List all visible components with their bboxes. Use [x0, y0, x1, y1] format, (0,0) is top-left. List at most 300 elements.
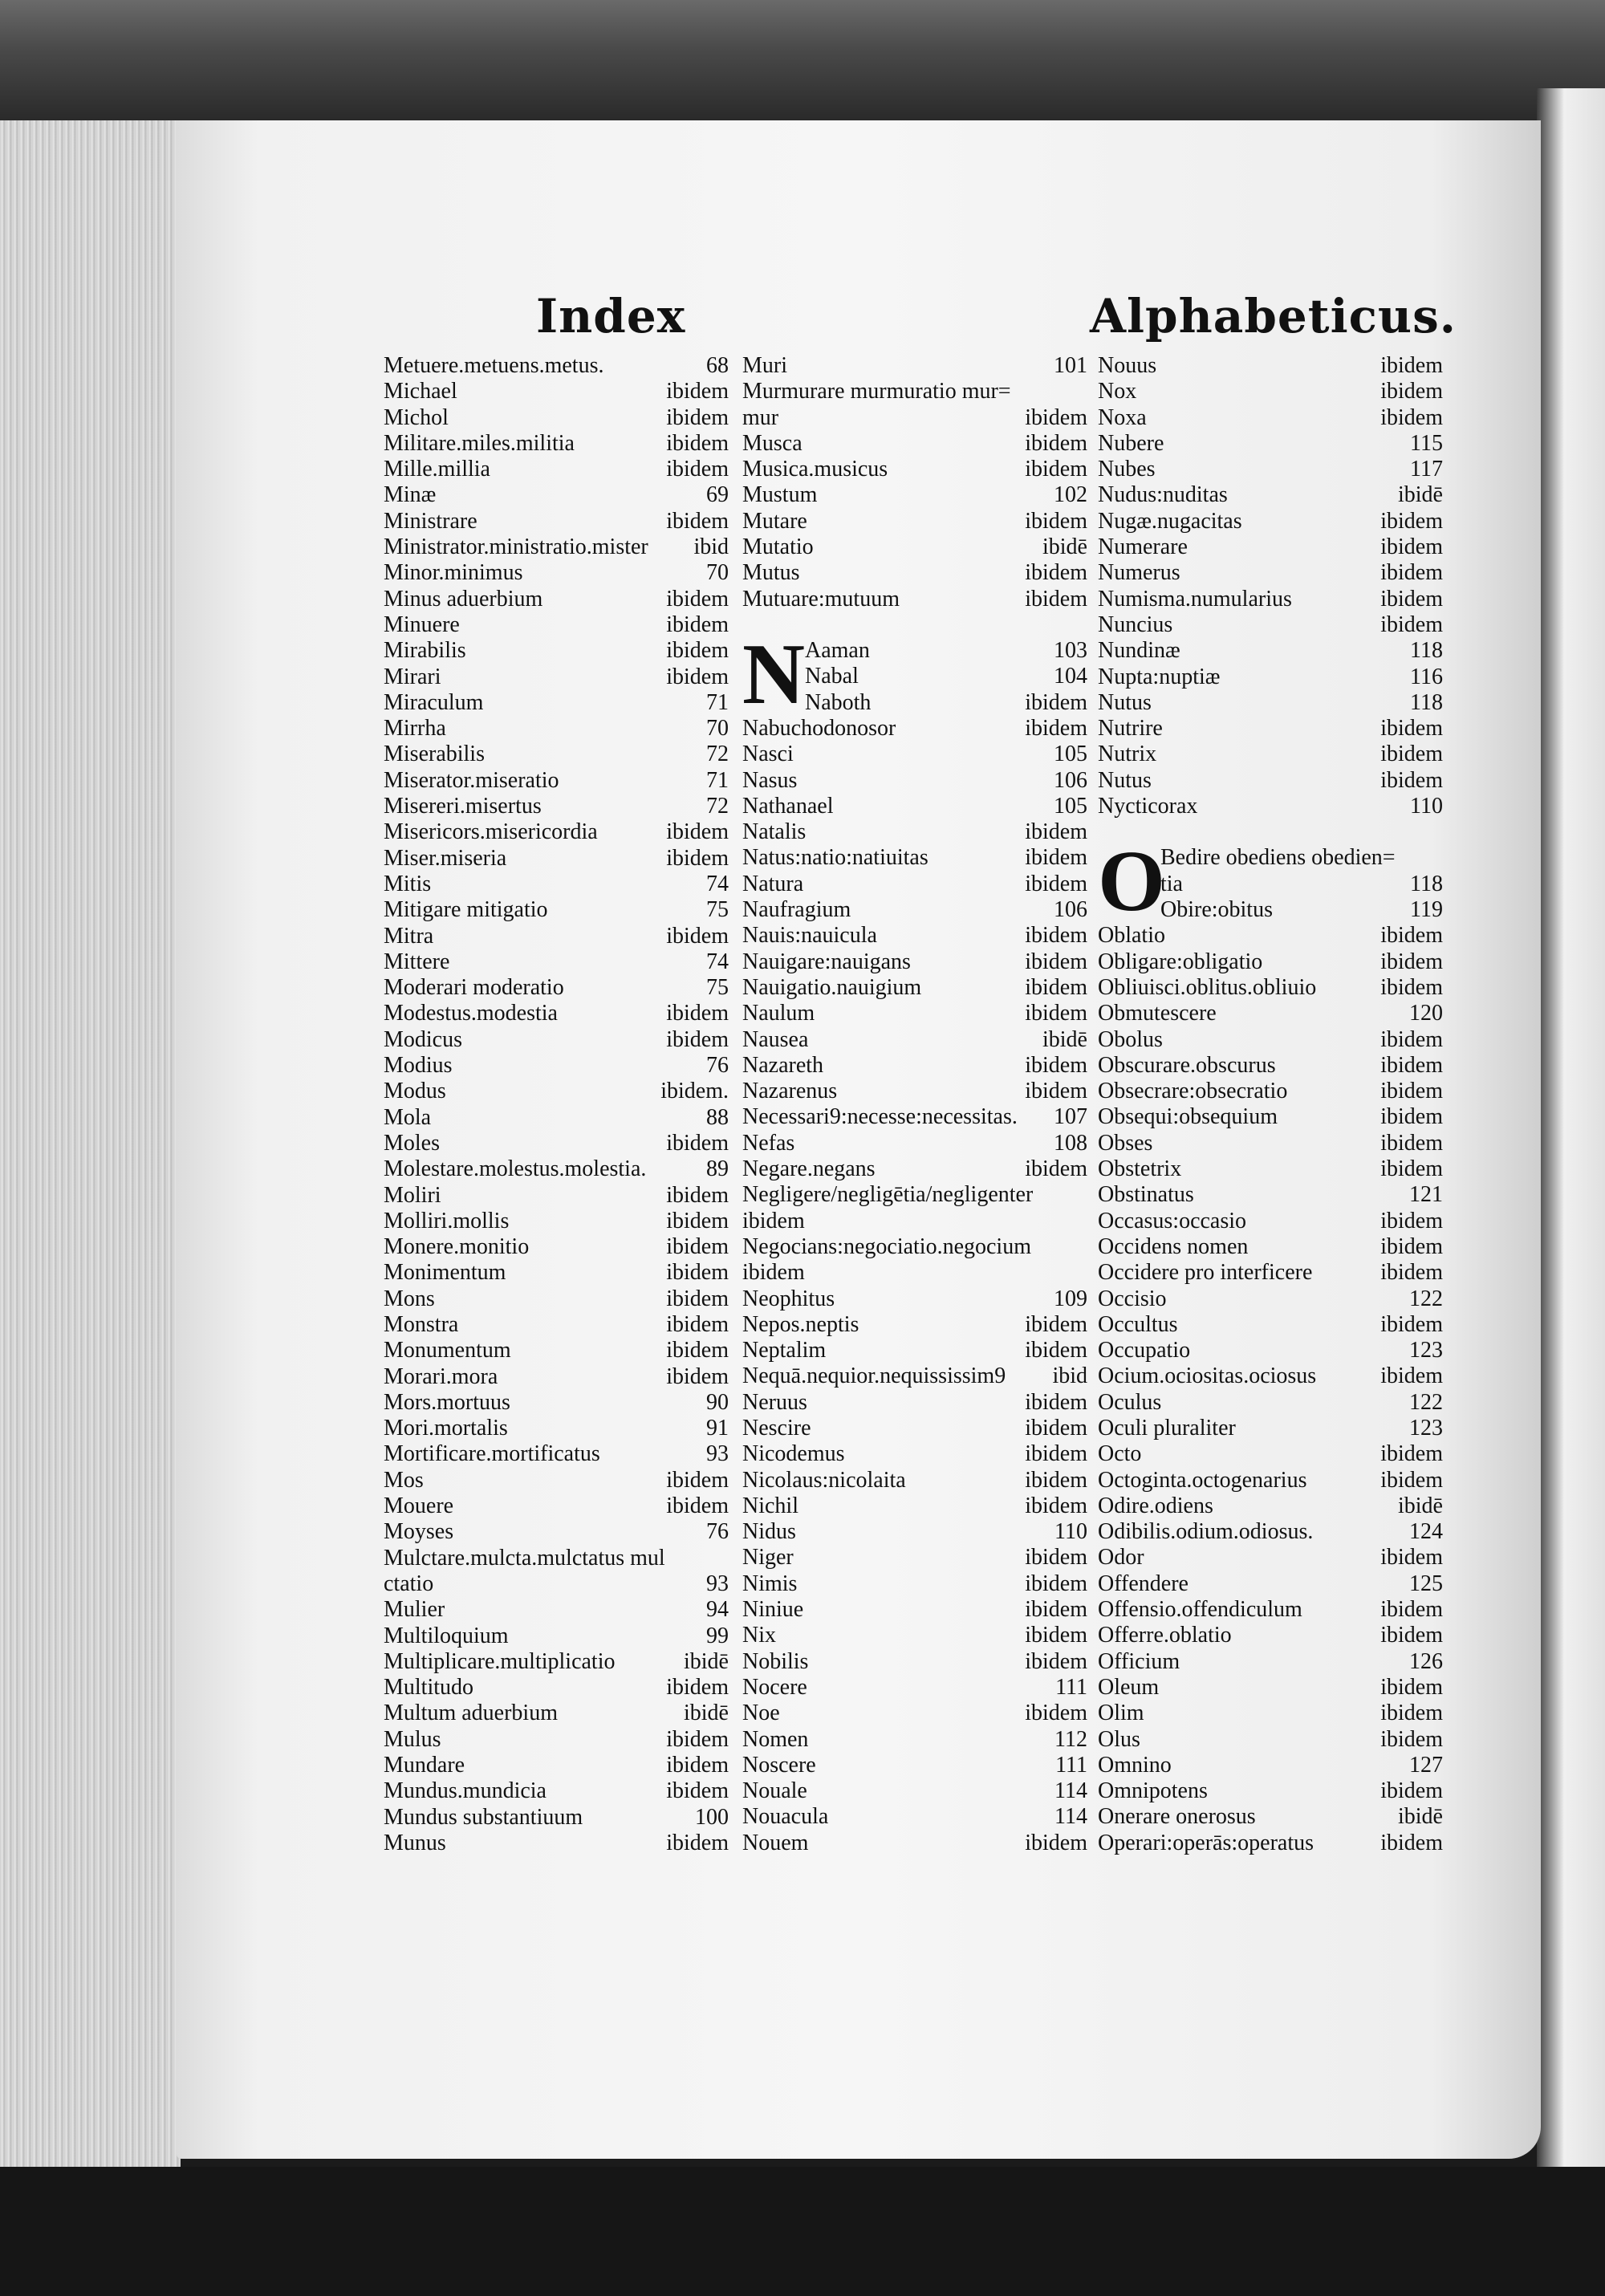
- entry-term: Nouale: [742, 1778, 807, 1804]
- index-entry: [742, 1053, 1087, 1079]
- entry-term: Naulum: [742, 1001, 815, 1026]
- entry-page-ref: ibidem: [1025, 1079, 1087, 1104]
- entry-term: Occupatio: [1098, 1338, 1191, 1363]
- index-entry: [742, 1104, 1087, 1130]
- entry-term: Obmutescere: [1098, 1001, 1217, 1026]
- entry-page-ref: ibidem: [1380, 379, 1443, 404]
- entry-page-ref: 120: [1409, 1001, 1443, 1026]
- entry-page-ref: ibidem: [666, 1778, 729, 1804]
- entry-term: Miser.miseria: [384, 845, 507, 871]
- entry-term: Mundus substantiuum: [384, 1804, 583, 1830]
- section-o: [1098, 834, 1443, 930]
- entry-page-ref: ibidem: [666, 612, 729, 637]
- entry-term: Mundare: [384, 1753, 465, 1778]
- entry-page-ref: ibidē: [1398, 482, 1443, 508]
- entry-term: Nubes: [1098, 457, 1156, 482]
- entry-page-ref: ibidem: [1380, 1363, 1443, 1389]
- entry-page-ref: ibidem: [1380, 1726, 1443, 1752]
- entry-term: Naufragium: [742, 897, 851, 923]
- entry-page-ref: ibidem: [1380, 1467, 1443, 1493]
- index-entry: [384, 1234, 729, 1260]
- entry-term: Nocere: [742, 1674, 807, 1700]
- index-entry: [384, 924, 729, 949]
- index-entry: [742, 1209, 1087, 1234]
- index-entry: [384, 1701, 729, 1726]
- entry-term: Nugæ.nugacitas: [1098, 508, 1242, 534]
- entry-page-ref: 115: [1410, 430, 1443, 456]
- entry-page-ref: ibidem: [1025, 508, 1087, 534]
- entry-term: Nutrire: [1098, 716, 1163, 742]
- index-entry: [742, 1027, 1087, 1053]
- entry-page-ref: ibidem: [1025, 586, 1087, 612]
- entry-term: Mortificare.mortificatus: [384, 1441, 600, 1467]
- entry-page-ref: ibidem: [1025, 1701, 1087, 1726]
- index-entry: [742, 794, 1087, 819]
- entry-page-ref: 118: [1410, 638, 1443, 664]
- index-entry: [742, 923, 1087, 949]
- entry-term: Nutus: [1098, 767, 1152, 793]
- index-entry: [742, 1545, 1087, 1571]
- entry-term: Musca: [742, 430, 802, 456]
- page-stack-edge: [0, 120, 181, 2175]
- entry-page-ref: ibidem: [1380, 1701, 1443, 1726]
- entry-term: Niger: [742, 1545, 794, 1571]
- index-entry: [742, 1079, 1087, 1104]
- entry-page-ref: 104: [1054, 664, 1087, 689]
- entry-page-ref: ibidem: [1380, 1623, 1443, 1648]
- entry-term: Nabal: [805, 664, 859, 689]
- entry-page-ref: ibidem: [666, 1026, 729, 1052]
- index-entry: [1098, 1753, 1443, 1778]
- index-entry: [742, 1338, 1087, 1363]
- entry-page-ref: ibidem: [1025, 1571, 1087, 1596]
- entry-term: Mutuare:mutuum: [742, 586, 900, 612]
- section-n: [742, 626, 1087, 722]
- entry-term: Nutus: [1098, 689, 1152, 715]
- index-entry: [1098, 1156, 1443, 1182]
- index-entry: [384, 1649, 729, 1675]
- index-column-2: [742, 353, 1087, 1856]
- index-entry: [384, 1260, 729, 1286]
- entry-term: Onerare onerosus: [1098, 1804, 1256, 1830]
- entry-page-ref: ibidem: [666, 1493, 729, 1519]
- entry-term: ibidem: [742, 1260, 805, 1286]
- entry-term: Moliri: [384, 1182, 441, 1208]
- entry-page-ref: 70: [706, 560, 729, 586]
- entry-term: Ocium.ociositas.ociosus: [1098, 1363, 1317, 1389]
- index-entry: [742, 1468, 1087, 1493]
- entry-term: Nox: [1098, 379, 1137, 404]
- entry-term: Monstra: [384, 1311, 459, 1337]
- entry-term: Obstetrix: [1098, 1156, 1182, 1182]
- index-entry: [742, 1701, 1087, 1726]
- entry-term: Mitra: [384, 923, 434, 949]
- entry-term: Oculi pluraliter: [1098, 1415, 1236, 1441]
- index-entry: [384, 1675, 729, 1701]
- entry-term: Obses: [1098, 1130, 1153, 1156]
- index-entry: [1098, 587, 1443, 612]
- index-entry: [742, 1493, 1087, 1519]
- index-entry: [384, 1079, 729, 1104]
- entry-term: Operari:operās:operatus: [1098, 1830, 1314, 1855]
- index-entry: [1098, 1209, 1443, 1234]
- entry-page-ref: ibidem: [1380, 508, 1443, 534]
- entry-term: Minus aduerbium: [384, 586, 543, 612]
- entry-page-ref: 94: [706, 1597, 729, 1623]
- entry-page-ref: 76: [706, 1053, 729, 1079]
- index-entry: [1098, 1079, 1443, 1104]
- index-entry: [1098, 716, 1443, 742]
- entry-page-ref: 75: [706, 975, 729, 1001]
- entry-page-ref: ibidem: [666, 1363, 729, 1389]
- entry-term: Occidere pro interficere: [1098, 1260, 1313, 1286]
- entry-page-ref: ibidem: [666, 1130, 729, 1156]
- entry-page-ref: ibidem: [1025, 819, 1087, 845]
- index-entry: [742, 1390, 1087, 1416]
- index-entry: [384, 1778, 729, 1804]
- entry-page-ref: ibidem: [1380, 742, 1443, 767]
- entry-term: Musica.musicus: [742, 457, 888, 482]
- index-entry: [742, 379, 1087, 404]
- entry-page-ref: 105: [1054, 793, 1087, 819]
- entry-page-ref: ibidem: [666, 1182, 729, 1208]
- index-entry: [1098, 1675, 1443, 1701]
- entry-term: Molliri.mollis: [384, 1208, 510, 1233]
- entry-term: Michol: [384, 404, 449, 430]
- entry-term: Nathanael: [742, 793, 834, 819]
- entry-page-ref: 105: [1054, 742, 1087, 767]
- index-entry: [1098, 1131, 1443, 1156]
- index-entry: [742, 897, 1087, 923]
- index-entry: [384, 690, 729, 716]
- entry-term: Multiplicare.multiplicatio: [384, 1648, 616, 1674]
- index-entry: [742, 1312, 1087, 1338]
- entry-term: Nutrix: [1098, 742, 1157, 767]
- entry-page-ref: ibidem: [1380, 1079, 1443, 1104]
- entry-term: Nidus: [742, 1519, 796, 1545]
- index-entry: [742, 1416, 1087, 1441]
- entry-page-ref: ibidem: [1025, 845, 1087, 871]
- index-entry: [742, 872, 1087, 897]
- entry-term: ibidem: [742, 1208, 805, 1233]
- entry-term: Moles: [384, 1130, 440, 1156]
- entry-page-ref: 68: [706, 353, 729, 378]
- index-entry: [742, 1234, 1087, 1260]
- entry-page-ref: ibidem: [666, 664, 729, 689]
- index-entry: [384, 457, 729, 482]
- entry-term: Noscere: [742, 1752, 816, 1778]
- index-entry: [742, 1675, 1087, 1701]
- index-entry: [384, 742, 729, 767]
- index-entry: [742, 845, 1087, 871]
- entry-page-ref: ibidem: [1025, 1389, 1087, 1415]
- entry-term: Morari.mora: [384, 1363, 498, 1389]
- entry-term: Nazareth: [742, 1052, 824, 1078]
- entry-term: Neophitus: [742, 1286, 835, 1311]
- index-entry: [1098, 1571, 1443, 1597]
- entry-term: Miserator.miseratio: [384, 767, 559, 793]
- entry-page-ref: ibidem: [1025, 871, 1087, 896]
- entry-page-ref: 110: [1410, 794, 1443, 819]
- entry-term: Occidens nomen: [1098, 1233, 1249, 1259]
- index-entry: [384, 1286, 729, 1312]
- entry-term: Necessari9:necesse:necessitas.: [742, 1104, 1018, 1130]
- entry-page-ref: 88: [706, 1104, 729, 1130]
- entry-page-ref: 123: [1409, 1415, 1443, 1441]
- index-entry: [1098, 509, 1443, 534]
- index-entry: [742, 1571, 1087, 1597]
- index-column-1: [384, 353, 729, 1856]
- index-entry: [384, 1831, 729, 1856]
- entry-term: Mitis: [384, 871, 432, 896]
- index-entry: [742, 431, 1087, 457]
- entry-page-ref: 122: [1409, 1286, 1443, 1311]
- entry-term: Nupta:nuptiæ: [1098, 664, 1221, 689]
- book-top-cover: [0, 0, 1605, 120]
- entry-page-ref: 100: [695, 1804, 729, 1830]
- index-entry: [384, 612, 729, 638]
- entry-page-ref: 106: [1054, 897, 1087, 923]
- entry-page-ref: ibidem: [1025, 457, 1087, 482]
- index-entry: [1098, 431, 1443, 457]
- entry-page-ref: ibidem: [1380, 586, 1443, 612]
- index-entry: [742, 405, 1087, 431]
- index-entry: [1098, 1649, 1443, 1675]
- entry-page-ref: 69: [706, 482, 729, 508]
- entry-term: Negocians:negociatio.negocium: [742, 1233, 1031, 1259]
- entry-term: Mittere: [384, 949, 450, 974]
- entry-term: Modius: [384, 1053, 453, 1079]
- entry-page-ref: ibidem: [1025, 1415, 1087, 1441]
- index-entry: [1098, 1338, 1443, 1363]
- entry-page-ref: ibidem: [1380, 1156, 1443, 1182]
- entry-term: Odor: [1098, 1545, 1144, 1571]
- entry-term: Multitudo: [384, 1675, 474, 1701]
- entry-term: Bedire obediens obedien=: [1160, 845, 1396, 871]
- entry-term: Obligare:obligatio: [1098, 949, 1263, 974]
- index-entry: [1098, 1545, 1443, 1571]
- index-entry: [1160, 872, 1443, 897]
- entry-term: Numerare: [1098, 534, 1188, 560]
- index-entry: [742, 1001, 1087, 1026]
- entry-term: Omnipotens: [1098, 1778, 1208, 1804]
- entry-term: Odire.odiens: [1098, 1493, 1213, 1518]
- index-entry: [1098, 1001, 1443, 1026]
- entry-page-ref: 93: [706, 1441, 729, 1467]
- index-entry: [1098, 1727, 1443, 1753]
- index-entry: [384, 1364, 729, 1390]
- index-entry: [384, 1209, 729, 1234]
- background-shadow: [0, 2167, 1605, 2296]
- entry-page-ref: ibidem: [666, 1726, 729, 1752]
- entry-term: Nequā.nequior.nequississim9: [742, 1363, 1006, 1389]
- index-entry: [384, 768, 729, 794]
- entry-page-ref: ibidem: [1025, 1311, 1087, 1337]
- index-entry: [384, 975, 729, 1001]
- initial-n: N: [742, 626, 805, 722]
- index-entry: [742, 1753, 1087, 1778]
- entry-page-ref: ibidem: [666, 845, 729, 871]
- entry-page-ref: ibidem: [1025, 923, 1087, 949]
- index-entry: [384, 664, 729, 690]
- entry-term: Nix: [742, 1623, 776, 1648]
- entry-page-ref: ibidem: [1025, 1493, 1087, 1518]
- index-entry: [1160, 897, 1443, 923]
- entry-page-ref: ibid: [1052, 1363, 1087, 1389]
- index-entry: [1098, 949, 1443, 975]
- entry-page-ref: ibidem: [1380, 1208, 1443, 1233]
- index-entry: [1098, 1260, 1443, 1286]
- entry-page-ref: 111: [1055, 1674, 1087, 1700]
- entry-term: Misericors.misericordia: [384, 819, 598, 845]
- entry-term: Nauigare:nauigans: [742, 949, 911, 974]
- entry-term: Nuncius: [1098, 612, 1173, 637]
- entry-term: Obstinatus: [1098, 1182, 1194, 1208]
- entry-term: Nasus: [742, 767, 798, 793]
- entry-term: Nudus:nuditas: [1098, 482, 1228, 508]
- entry-page-ref: 72: [706, 742, 729, 767]
- index-entry: [384, 1312, 729, 1338]
- entry-page-ref: ibidem: [666, 586, 729, 612]
- index-entry: [1098, 1701, 1443, 1726]
- index-entry: [384, 1727, 729, 1753]
- index-entry: [384, 1131, 729, 1156]
- index-entry: [742, 1623, 1087, 1648]
- index-entry: [1098, 1234, 1443, 1260]
- index-entry: [384, 638, 729, 664]
- entry-term: Nouem: [742, 1830, 809, 1855]
- entry-term: Multum aduerbium: [384, 1701, 558, 1726]
- entry-term: Octoginta.octogenarius: [1098, 1467, 1307, 1493]
- entry-term: Offensio.offendiculum: [1098, 1597, 1302, 1623]
- entry-page-ref: 123: [1409, 1338, 1443, 1363]
- index-entry: [1098, 1390, 1443, 1416]
- index-entry: [384, 872, 729, 897]
- entry-page-ref: 111: [1055, 1752, 1087, 1778]
- entry-page-ref: ibidem: [1380, 1441, 1443, 1467]
- index-entry: [384, 1156, 729, 1182]
- entry-page-ref: 110: [1054, 1519, 1087, 1545]
- entry-page-ref: 114: [1054, 1778, 1087, 1804]
- index-entry: [1098, 742, 1443, 767]
- entry-page-ref: ibidē: [1398, 1804, 1443, 1830]
- index-entry: [1098, 1363, 1443, 1389]
- entry-page-ref: 117: [1410, 457, 1443, 482]
- index-entry: [384, 379, 729, 404]
- index-entry: [384, 560, 729, 586]
- index-entry: [1098, 1441, 1443, 1467]
- entry-term: Obscurare.obscurus: [1098, 1052, 1276, 1078]
- entry-term: Nauis:nauicula: [742, 923, 877, 949]
- entry-page-ref: ibidem: [1380, 716, 1443, 742]
- index-entry: [742, 1286, 1087, 1312]
- index-entry: [1098, 1053, 1443, 1079]
- entry-page-ref: ibidem: [1380, 1597, 1443, 1623]
- index-entry: [384, 1623, 729, 1649]
- entry-term: Modestus.modestia: [384, 1001, 558, 1026]
- entry-term: Mulctare.mulcta.mulctatus mul: [384, 1545, 665, 1571]
- entry-term: Neruus: [742, 1389, 807, 1415]
- entry-term: Muri: [742, 353, 787, 378]
- index-entry: [1098, 612, 1443, 638]
- entry-term: Neptalim: [742, 1338, 827, 1363]
- entry-page-ref: ibidem: [1380, 1545, 1443, 1571]
- index-entry: [1160, 845, 1443, 871]
- entry-term: Oblatio: [1098, 923, 1165, 949]
- entry-term: Nomen: [742, 1726, 809, 1752]
- entry-term: Modus: [384, 1079, 446, 1104]
- index-entry: [742, 353, 1087, 379]
- entry-term: Munus: [384, 1830, 446, 1855]
- entry-page-ref: 124: [1409, 1519, 1443, 1545]
- entry-term: Nauigatio.nauigium: [742, 974, 922, 1000]
- entry-page-ref: ibidem: [1025, 560, 1087, 586]
- entry-term: Obire:obitus: [1160, 896, 1273, 922]
- entry-page-ref: ibidem: [666, 819, 729, 845]
- index-entry: [1098, 482, 1443, 508]
- entry-page-ref: ibidem: [1380, 1104, 1443, 1130]
- entry-page-ref: ibidem: [1025, 715, 1087, 741]
- index-entry: [1098, 768, 1443, 794]
- index-entry: [384, 1390, 729, 1416]
- entry-term: Olim: [1098, 1701, 1144, 1726]
- index-entry: [742, 1597, 1087, 1623]
- entry-term: Nouacula: [742, 1804, 829, 1830]
- entry-page-ref: 121: [1409, 1182, 1443, 1208]
- entry-page-ref: ibidem: [666, 1234, 729, 1260]
- entry-page-ref: ibidem: [666, 1001, 729, 1026]
- entry-page-ref: 99: [706, 1623, 729, 1648]
- index-entry: [1098, 638, 1443, 664]
- entry-page-ref: ibidem: [666, 508, 729, 534]
- index-entry: [1098, 379, 1443, 404]
- entry-page-ref: 76: [706, 1519, 729, 1545]
- index-entry: [384, 1597, 729, 1623]
- entry-page-ref: 127: [1409, 1752, 1443, 1778]
- entry-page-ref: ibidem: [1025, 430, 1087, 456]
- entry-page-ref: ibidem: [666, 1286, 729, 1311]
- entry-page-ref: 71: [706, 689, 729, 715]
- entry-page-ref: ibidem: [1025, 1156, 1087, 1182]
- index-entry: [384, 1519, 729, 1545]
- entry-term: Offendere: [1098, 1571, 1189, 1596]
- entry-term: Nobilis: [742, 1648, 809, 1674]
- entry-term: Natura: [742, 871, 804, 896]
- entry-page-ref: 70: [706, 716, 729, 742]
- entry-page-ref: ibidem: [666, 1208, 729, 1233]
- entry-page-ref: ibidem: [1025, 689, 1087, 715]
- index-entry: [1098, 1778, 1443, 1804]
- entry-term: Nabuchodonosor: [742, 715, 896, 741]
- index-entry: [384, 431, 729, 457]
- entry-page-ref: ibidem: [1380, 1311, 1443, 1337]
- index-entry: [384, 353, 729, 379]
- entry-term: Numerus: [1098, 560, 1180, 586]
- index-entry: [384, 716, 729, 742]
- entry-page-ref: 126: [1409, 1648, 1443, 1674]
- index-entry: [805, 638, 1087, 664]
- entry-term: Nepos.neptis: [742, 1311, 859, 1337]
- index-entry: [1098, 534, 1443, 560]
- entry-term: Nasci: [742, 742, 794, 767]
- entry-page-ref: ibidem: [1025, 1545, 1087, 1571]
- entry-term: Metuere.metuens.metus.: [384, 353, 604, 378]
- entry-page-ref: 72: [706, 794, 729, 819]
- entry-term: Miraculum: [384, 689, 484, 715]
- index-entry: [384, 949, 729, 975]
- entry-term: Nycticorax: [1098, 794, 1198, 819]
- index-entry: [1098, 1027, 1443, 1053]
